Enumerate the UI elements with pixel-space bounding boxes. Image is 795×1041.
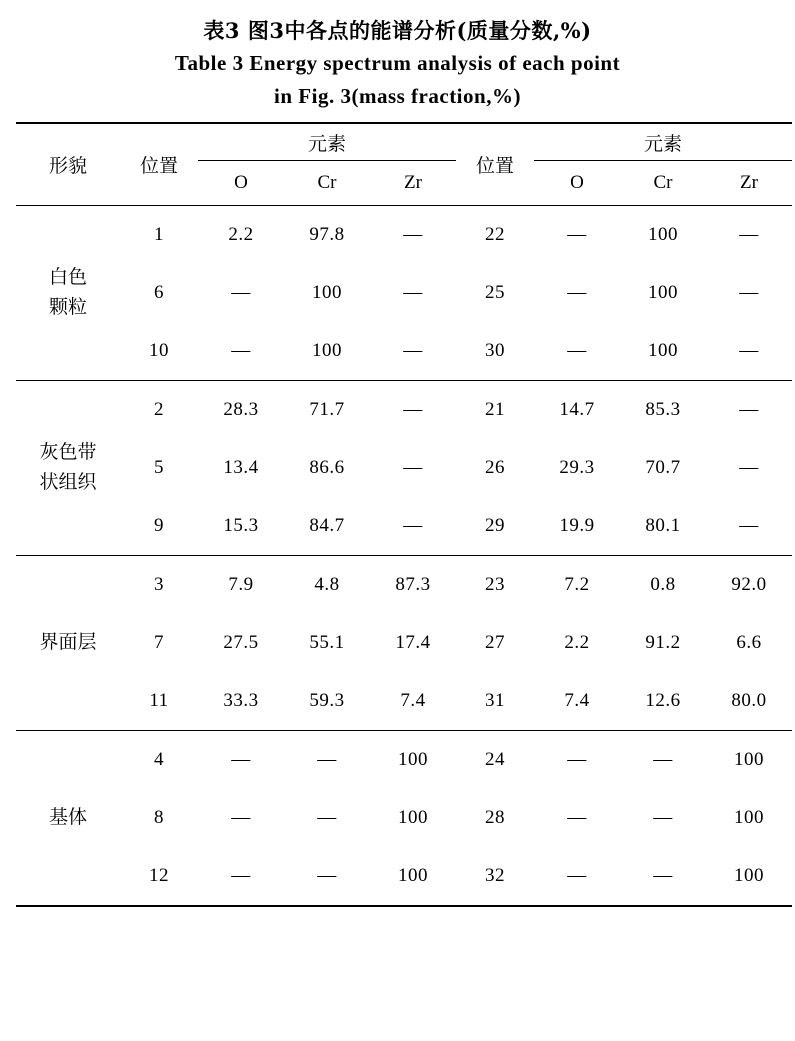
cell-zr-left: 17.4 (395, 632, 431, 653)
morphology-cell (16, 556, 120, 731)
cell-cr-left: 59.3 (309, 690, 345, 711)
cell-position-right: 25 (485, 282, 505, 303)
cell-zr-right: — (706, 206, 792, 265)
cell-cr-left: 4.8 (284, 556, 370, 615)
cell-o-left: 13.4 (223, 457, 259, 478)
cell-cr-right: 91.2 (645, 632, 681, 653)
cell-cr-left: 86.6 (309, 457, 345, 478)
caption-line-english-1: Table 3 Energy spectrum analysis of each point (174, 51, 621, 75)
cell-cr-right: 70.7 (645, 457, 681, 478)
cell-o-right: — (567, 807, 587, 828)
cell-position-left: 2 (120, 381, 198, 440)
table-row (16, 672, 792, 731)
cell-o-left: 27.5 (223, 632, 259, 653)
cell-zr-right: 100 (734, 865, 764, 886)
table-row (16, 614, 792, 672)
cell-o-left: — (198, 731, 284, 790)
cell-cr-right: 100 (620, 206, 706, 265)
cell-cr-left: 84.7 (309, 515, 345, 536)
header-position-right: 位置 (456, 123, 534, 206)
morphology-line: 状组织 (39, 472, 97, 493)
cell-position-right: 24 (456, 731, 534, 790)
table-row (16, 439, 792, 497)
cell-o-left: 2.2 (198, 206, 284, 265)
cell-cr-right: — (653, 865, 673, 886)
energy-spectrum-table (16, 122, 792, 907)
cell-zr-left: — (403, 457, 423, 478)
cell-cr-right: — (653, 807, 673, 828)
cell-o-left: — (231, 865, 251, 886)
table-row (16, 381, 792, 440)
cell-zr-left: 7.4 (400, 690, 426, 711)
cell-position-left: 4 (120, 731, 198, 790)
cell-zr-left: 100 (398, 865, 428, 886)
morphology-line: 灰色带 (39, 442, 97, 463)
morphology-cell (16, 206, 120, 381)
header-element-right: 元素 (534, 123, 792, 161)
cell-position-left: 12 (149, 865, 169, 886)
table-row (16, 556, 792, 615)
cell-zr-left: — (370, 206, 456, 265)
cell-zr-right: — (739, 282, 759, 303)
cell-o-left: 28.3 (198, 381, 284, 440)
table-bottom-rule (16, 906, 792, 907)
header-element-left: 元素 (198, 123, 456, 161)
cell-zr-right: 80.0 (731, 690, 767, 711)
morphology-line: 基体 (48, 807, 87, 828)
cell-o-right: 7.2 (534, 556, 620, 615)
header-cr-left: Cr (317, 172, 337, 193)
cell-position-left: 7 (154, 632, 164, 653)
table-caption (16, 14, 779, 113)
cell-cr-left: — (317, 807, 337, 828)
cell-zr-right: 100 (706, 731, 792, 790)
cell-zr-left: — (403, 340, 423, 361)
cell-o-right: 7.4 (564, 690, 590, 711)
header-o-right: O (570, 172, 584, 193)
cell-cr-right: 100 (648, 282, 678, 303)
header-zr-left: Zr (404, 172, 422, 193)
morphology-cell (16, 731, 120, 907)
cell-o-right: — (534, 731, 620, 790)
cell-o-left: 33.3 (223, 690, 259, 711)
cell-position-right: 29 (485, 515, 505, 536)
cell-cr-left: 97.8 (284, 206, 370, 265)
table-row (16, 497, 792, 556)
cell-cr-right: 80.1 (645, 515, 681, 536)
cell-o-left: 7.9 (198, 556, 284, 615)
morphology-line: 界面层 (39, 632, 97, 653)
cell-zr-right: — (706, 381, 792, 440)
table-row (16, 206, 792, 265)
cell-position-right: 28 (485, 807, 505, 828)
cell-zr-left: 87.3 (370, 556, 456, 615)
cell-o-right: — (567, 865, 587, 886)
cell-cr-left: 55.1 (309, 632, 345, 653)
cell-position-right: 31 (485, 690, 505, 711)
cell-zr-left: 100 (370, 731, 456, 790)
cell-position-left: 10 (149, 340, 169, 361)
header-o-left: O (234, 172, 248, 193)
table-row (16, 322, 792, 381)
cell-position-left: 5 (154, 457, 164, 478)
cell-cr-left: — (284, 731, 370, 790)
caption-line-chinese: 表3 图3中各点的能谱分析(质量分数,%) (203, 18, 592, 43)
cell-position-left: 8 (154, 807, 164, 828)
cell-o-right: 2.2 (564, 632, 590, 653)
cell-zr-right: 100 (734, 807, 764, 828)
header-zr-right: Zr (740, 172, 758, 193)
table-row (16, 264, 792, 322)
table-row (16, 847, 792, 906)
cell-position-right: 26 (485, 457, 505, 478)
cell-o-right: — (567, 282, 587, 303)
cell-cr-right: — (620, 731, 706, 790)
cell-zr-right: 6.6 (736, 632, 762, 653)
morphology-cell (16, 381, 120, 556)
cell-cr-right: 12.6 (645, 690, 681, 711)
cell-position-right: 27 (485, 632, 505, 653)
cell-position-right: 30 (485, 340, 505, 361)
cell-zr-right: — (739, 457, 759, 478)
cell-zr-right: — (739, 515, 759, 536)
cell-cr-right: 85.3 (620, 381, 706, 440)
cell-position-right: 21 (456, 381, 534, 440)
table-header-row-1 (16, 123, 792, 161)
cell-o-left: 15.3 (223, 515, 259, 536)
cell-zr-left: 100 (398, 807, 428, 828)
table-row (16, 731, 792, 790)
cell-zr-right: 92.0 (706, 556, 792, 615)
cell-cr-left: — (317, 865, 337, 886)
header-cr-right: Cr (653, 172, 673, 193)
cell-position-left: 1 (120, 206, 198, 265)
header-morphology: 形貌 (16, 123, 120, 206)
cell-position-right: 23 (456, 556, 534, 615)
cell-cr-left: 100 (312, 340, 342, 361)
cell-position-right: 22 (456, 206, 534, 265)
morphology-line: 白色 (48, 267, 87, 288)
table-row (16, 789, 792, 847)
cell-o-left: — (231, 807, 251, 828)
morphology-line: 颗粒 (48, 297, 87, 318)
header-position-left: 位置 (120, 123, 198, 206)
cell-position-left: 11 (149, 690, 169, 711)
cell-zr-right: — (739, 340, 759, 361)
cell-o-right: 29.3 (559, 457, 595, 478)
cell-cr-right: 0.8 (620, 556, 706, 615)
cell-cr-left: 100 (312, 282, 342, 303)
caption-line-english-2: in Fig. 3(mass fraction,%) (274, 84, 521, 108)
cell-cr-left: 71.7 (284, 381, 370, 440)
cell-o-left: — (231, 340, 251, 361)
cell-position-right: 32 (485, 865, 505, 886)
cell-o-right: 14.7 (534, 381, 620, 440)
cell-zr-left: — (403, 282, 423, 303)
cell-position-left: 6 (154, 282, 164, 303)
cell-o-left: — (231, 282, 251, 303)
cell-o-right: — (534, 206, 620, 265)
cell-o-right: — (567, 340, 587, 361)
cell-position-left: 9 (154, 515, 164, 536)
cell-cr-right: 100 (648, 340, 678, 361)
cell-zr-left: — (403, 515, 423, 536)
cell-position-left: 3 (120, 556, 198, 615)
cell-o-right: 19.9 (559, 515, 595, 536)
cell-zr-left: — (370, 381, 456, 440)
